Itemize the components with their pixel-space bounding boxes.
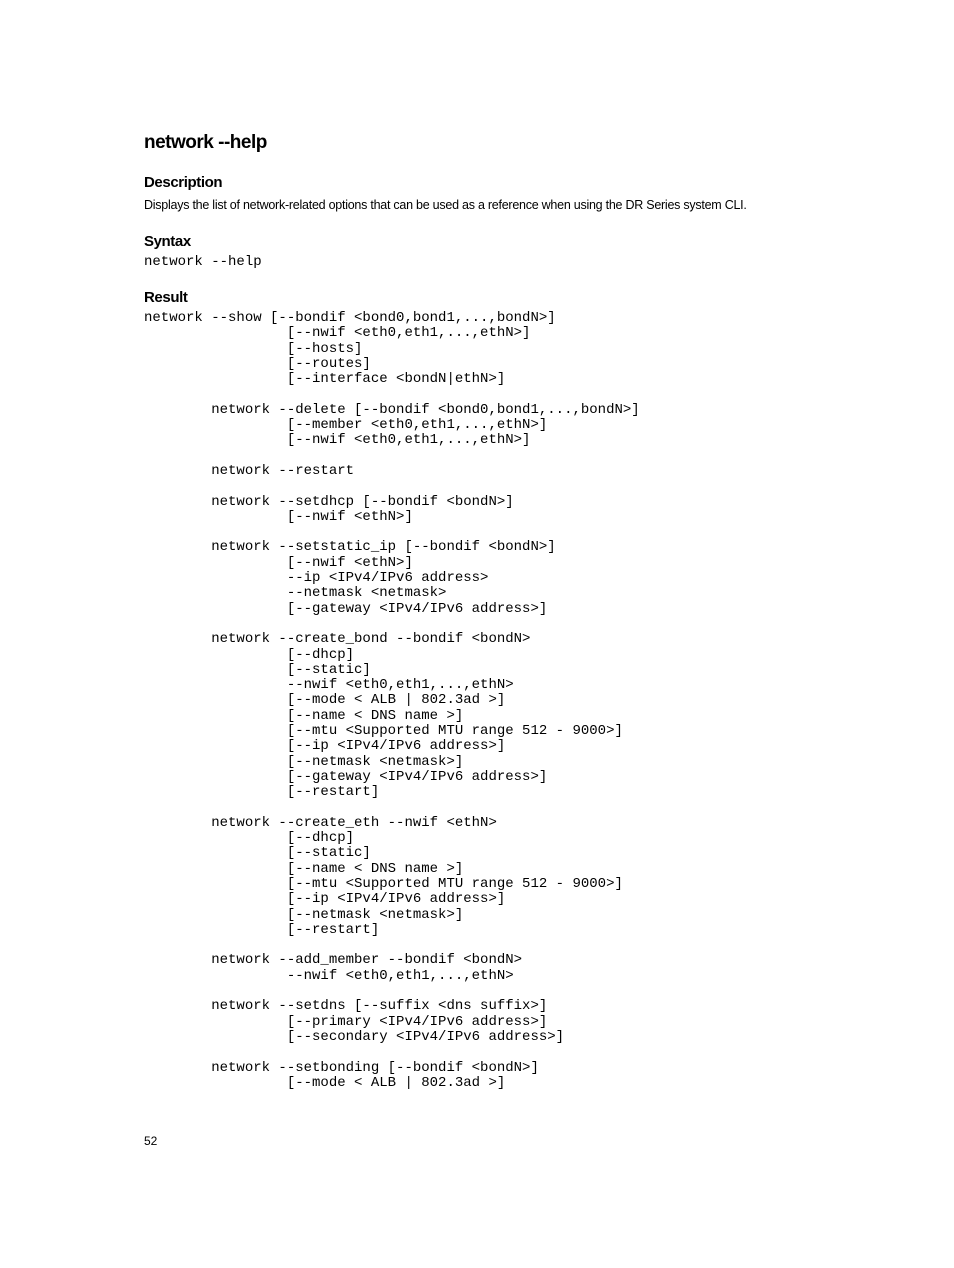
description-text: Displays the list of network-related options that can be used as a reference when using the DR Series system CLI. — [144, 198, 747, 212]
description-heading: Description — [144, 174, 223, 191]
page-title: network --help — [144, 132, 267, 153]
syntax-heading: Syntax — [144, 233, 191, 250]
page-number: 52 — [144, 1134, 158, 1148]
result-code-block: network --show [--bondif <bond0,bond1,...,bondN>] [--nwif <eth0,eth1,...,ethN>] [--hosts] [--routes] [--interface <bondN|ethN>] network --delete [--bondif <bond0,bond1,...,bondN>] [--member <eth0,eth1,...,ethN>] [--nwif <eth0,eth1,...,ethN>] network --restart network --setdhcp [--bondif <bondN>] [--nwif <ethN>] network --setstatic_ip [--bondif <bondN>] [--nwif <ethN>] --ip <IPv4/IPv6 address> --netmask <netmask> [--gateway <IPv4/IPv6 address>] network --create_bond --bondif <bondN> [--dhcp] [--static] --nwif <eth0,eth1,...,ethN> [--mode < ALB | 802.3ad >] [--name < DNS name >] [--mtu <Supported MTU range 512 - 9000>] [--ip <IPv4/IPv6 address>] [--netmask <netmask>] [--gateway <IPv4/IPv6 address>] [--restart] network --create_eth --nwif <ethN> [--dhcp] [--static] [--name < DNS name >] [--mtu <Supported MTU range 512 - 9000>] [--ip <IPv4/IPv6 address>] [--netmask <netmask>] [--restart] network --add_member --bondif <bondN> --nwif <eth0,eth1,...,ethN> network --setdns [--suffix <dns suffix>] [--primary <IPv4/IPv6 address>] [--secondary <IPv4/IPv6 address>] network --setbonding [--bondif <bondN>] [--mode < ALB | 802.3ad >] — [144, 310, 640, 1091]
syntax-code-block: network --help — [144, 254, 262, 270]
result-heading: Result — [144, 289, 188, 306]
